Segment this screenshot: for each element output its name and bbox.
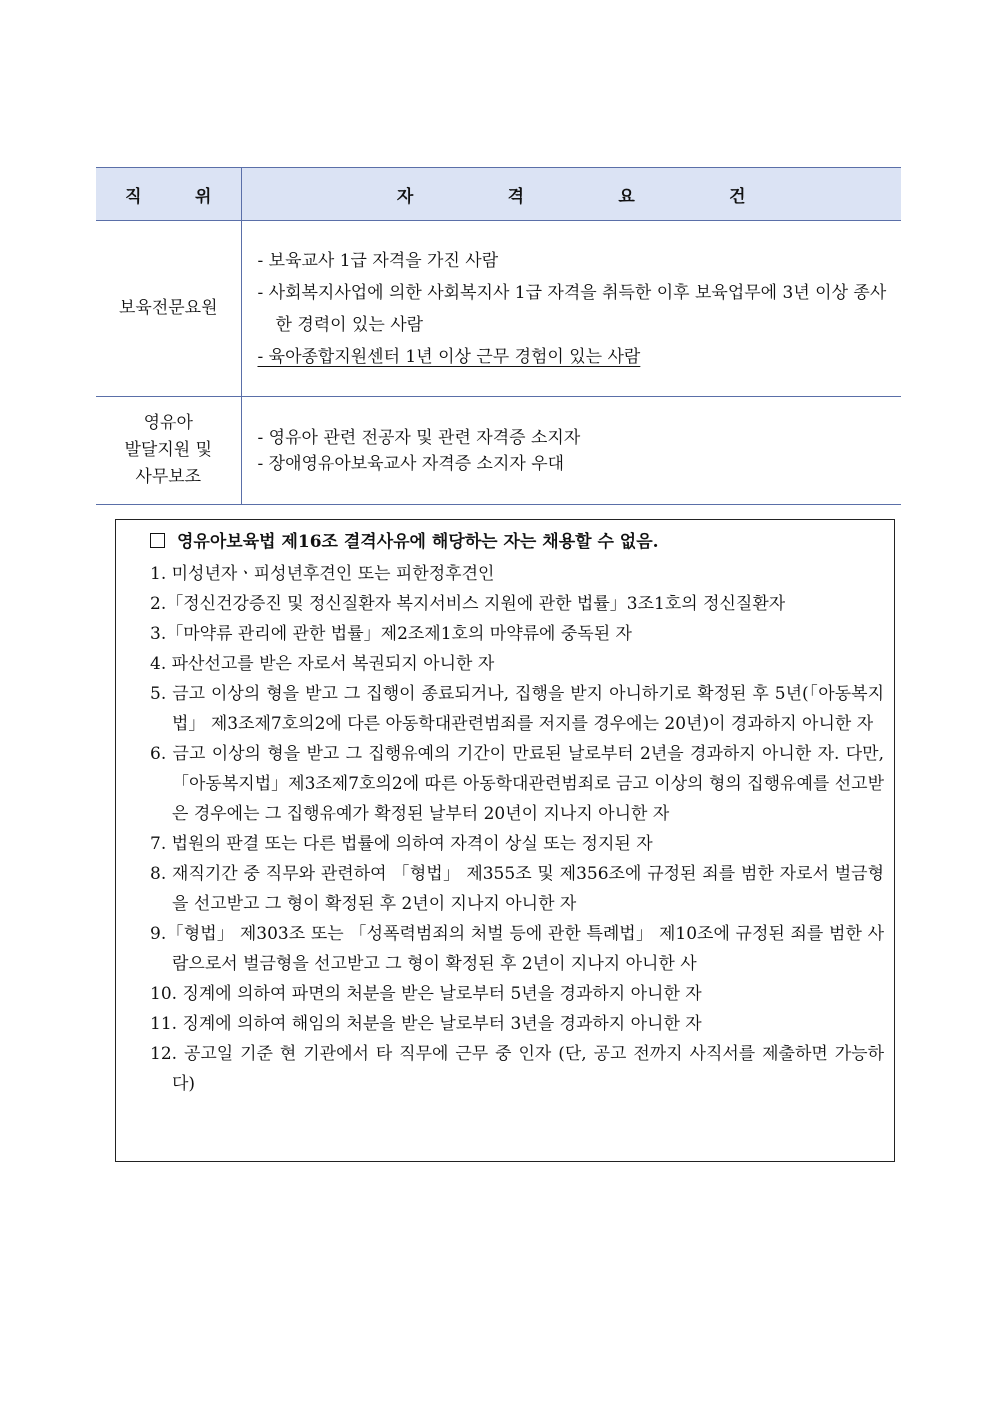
list-item: - 장애영유아보육교사 자격증 소지자 우대 [257,453,565,474]
list-item: 6. 금고 이상의 형을 받고 그 집행유예의 기간이 만료된 날로부터 2년을 경과하지 아니한 자. 다만, 「아동복지법」제3조제7호의2에 따른 아동학대관련범죄로 금고 이상의 형의 집행유예를 선고받은 경우에는 그 집행유예가 확정된 날부터 20년이 지나지 아니한 자 [150,744,885,824]
header-requirements: 자 격 요 건 [241,168,901,221]
list-item: 3.「마약류 관리에 관한 법률」제2조제1호의 마약류에 중독된 자 [150,624,632,644]
requirements-list [242,425,902,477]
underlined-requirement: - 육아종합지원센터 1년 이상 근무 경험이 있는 사람 [257,346,641,367]
requirements-cell [241,397,901,505]
list-item: - 사회복지사업에 의한 사회복지사 1급 자격을 취득한 이후 보육업무에 3년 이상 종사한 경력이 있는 사람 [257,282,887,335]
requirements-list [242,245,902,373]
list-item: 5. 금고 이상의 형을 받고 그 집행이 종료되거나, 집행을 받지 아니하기로 확정된 후 5년(「아동복지법」 제3조제7호의2에 다른 아동학대관련범죄를 저지를 경우에는 20년)이 경과하지 아니한 자 [150,684,884,734]
requirements-cell [241,221,901,397]
list-item: 1. 미성년자ㆍ피성년후견인 또는 피한정후견인 [150,564,495,584]
header-position: 직 위 [96,168,241,221]
position-line: 발달지원 및 [124,440,212,460]
list-item: 4. 파산선고를 받은 자로서 복권되지 아니한 자 [150,654,495,674]
list-item: 9.「형법」 제303조 또는 「성폭력범죄의 처벌 등에 관한 특례법」 제10조에 규정된 죄를 범한 사람으로서 벌금형을 선고받고 그 형이 확정된 후 2년이 지나지 아니한 사 [150,924,884,974]
disqualification-title-text: 영유아보육법 제16조 결격사유에 해당하는 자는 채용할 수 없음. [177,532,659,552]
position-line: 영유아 [143,413,193,433]
position-line: 사무보조 [135,467,202,487]
list-item: 11. 징계에 의하여 해임의 처분을 받은 날로부터 3년을 경과하지 아니한 자 [150,1014,702,1034]
list-item: - 영유아 관련 전공자 및 관련 자격증 소지자 [257,427,581,448]
table-header-row [96,168,901,221]
list-item: 12. 공고일 기준 현 기관에서 타 직무에 근무 중 인자 (단, 공고 전까지 사직서를 제출하면 가능하다) [150,1044,884,1094]
position-cell [96,397,241,505]
table-row [96,397,901,505]
list-item [258,341,892,373]
disqualification-box [115,519,895,1162]
position-cell: 보육전문요원 [96,221,241,397]
disqualification-list [150,559,884,1099]
disqualification-title [150,527,884,557]
list-item: 7. 법원의 판결 또는 다른 법률에 의하여 자격이 상실 또는 정지된 자 [150,834,653,854]
list-item: - 보육교사 1급 자격을 가진 사람 [257,250,499,271]
list-item: 2.「정신건강증진 및 정신질환자 복지서비스 지원에 관한 법률」3조1호의 정신질환자 [150,594,786,614]
qualification-table [96,167,901,505]
checkbox-square-icon [150,533,165,548]
list-item: 10. 징계에 의하여 파면의 처분을 받은 날로부터 5년을 경과하지 아니한 자 [150,984,702,1004]
list-item: 8. 재직기간 중 직무와 관련하여 「형법」 제355조 및 제356조에 규정된 죄를 범한 자로서 벌금형을 선고받고 그 형이 확정된 후 2년이 지나지 아니한 자 [150,864,884,914]
table-row [96,221,901,397]
